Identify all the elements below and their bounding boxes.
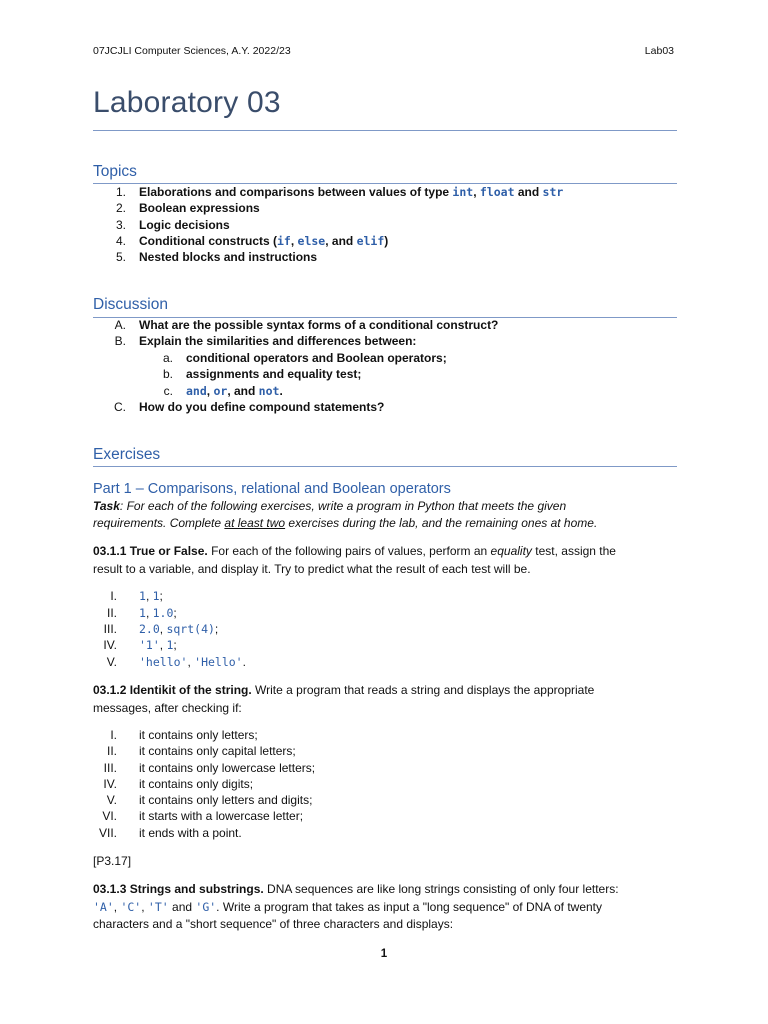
comparison-pair: 'hello', 'Hello'.: [139, 655, 246, 669]
discussion-subletter: a.: [162, 351, 173, 365]
roman-numeral: I.: [110, 589, 117, 603]
discussion-subitem: assignments and equality test;: [186, 367, 362, 381]
discussion-subitem: and, or, and not.: [186, 384, 283, 398]
discussion-item: What are the possible syntax forms of a conditional construct?: [139, 318, 499, 332]
roman-numeral: IV.: [103, 777, 117, 791]
discussion-letter: A.: [114, 318, 126, 332]
discussion-subletter: b.: [162, 367, 173, 381]
check-item: it starts with a lowercase letter;: [139, 809, 304, 823]
exercise-reference: [P3.17]: [93, 854, 132, 868]
roman-numeral: V.: [106, 655, 117, 669]
roman-numeral: IV.: [103, 638, 117, 652]
exercise-2-text: 03.1.2 Identikit of the string. Write a program that reads a string and displays the appropriate messages, after checking if:: [93, 683, 595, 715]
comparison-pair: 2.0, sqrt(4);: [139, 622, 219, 636]
check-item: it contains only digits;: [139, 777, 254, 791]
task-text: Task: For each of the following exercises, write a program in Python that meets the given requirements. Complete at least two exercises during the lab, and the remaining ones at home.: [93, 499, 598, 530]
topic-number: 3.: [115, 218, 126, 232]
discussion-letter: B.: [114, 334, 126, 348]
comparison-pair: '1', 1;: [139, 638, 177, 652]
roman-numeral: III.: [103, 761, 117, 775]
exercises-heading: Exercises: [93, 446, 161, 463]
check-item: it contains only capital letters;: [139, 744, 296, 758]
topic-number: 1.: [115, 185, 126, 199]
roman-numeral: I.: [110, 728, 117, 742]
roman-numeral: VI.: [102, 809, 117, 823]
header-lab: Lab03: [644, 45, 674, 57]
topic-item: Nested blocks and instructions: [139, 250, 318, 264]
topic-number: 2.: [115, 201, 126, 215]
exercise-1-text: 03.1.1 True or False. For each of the following pairs of values, perform an equality test, assign the result to a variable, and display it. Try to predict what the result of each test will be.: [93, 544, 616, 576]
discussion-item: How do you define compound statements?: [139, 400, 385, 414]
topic-number: 4.: [115, 234, 126, 248]
topic-item: Elaborations and comparisons between values of type int, float and str: [139, 185, 564, 199]
topic-item: Boolean expressions: [139, 201, 260, 215]
discussion-subletter: c.: [163, 384, 173, 398]
page-number: 1: [380, 948, 388, 960]
comparison-pair: 1, 1;: [139, 589, 163, 603]
check-item: it contains only letters;: [139, 728, 258, 742]
page-title: Laboratory 03: [93, 86, 281, 119]
title-rule: [93, 130, 677, 131]
exercises-rule: [93, 466, 677, 467]
discussion-subitem: conditional operators and Boolean operators;: [186, 351, 447, 365]
roman-numeral: V.: [106, 793, 117, 807]
topic-number: 5.: [115, 250, 126, 264]
header-course: 07JCJLI Computer Sciences, A.Y. 2022/23: [93, 45, 291, 57]
roman-numeral: III.: [103, 622, 117, 636]
topics-heading: Topics: [93, 163, 137, 180]
comparison-pair: 1, 1.0;: [139, 606, 177, 620]
discussion-letter: C.: [114, 400, 126, 414]
exercise-3-text: 03.1.3 Strings and substrings. DNA sequences are like long strings consisting of only four letters: 'A', 'C', 'T' and 'G'. Write a program that takes as input a "long sequence" of DNA of twenty characters and a "short sequence" of three characters and displays:: [93, 882, 619, 931]
discussion-heading: Discussion: [93, 296, 168, 313]
check-item: it contains only lowercase letters;: [139, 761, 316, 775]
roman-numeral: II.: [106, 606, 117, 620]
discussion-item: Explain the similarities and differences between:: [139, 334, 417, 348]
roman-numeral: II.: [106, 744, 117, 758]
part1-heading: Part 1 – Comparisons, relational and Boolean operators: [93, 481, 451, 497]
check-item: it ends with a point.: [139, 826, 242, 840]
topic-item: Logic decisions: [139, 218, 230, 232]
check-item: it contains only letters and digits;: [139, 793, 313, 807]
roman-numeral: VII.: [98, 826, 117, 840]
topic-item: Conditional constructs (if, else, and elif): [139, 234, 389, 248]
